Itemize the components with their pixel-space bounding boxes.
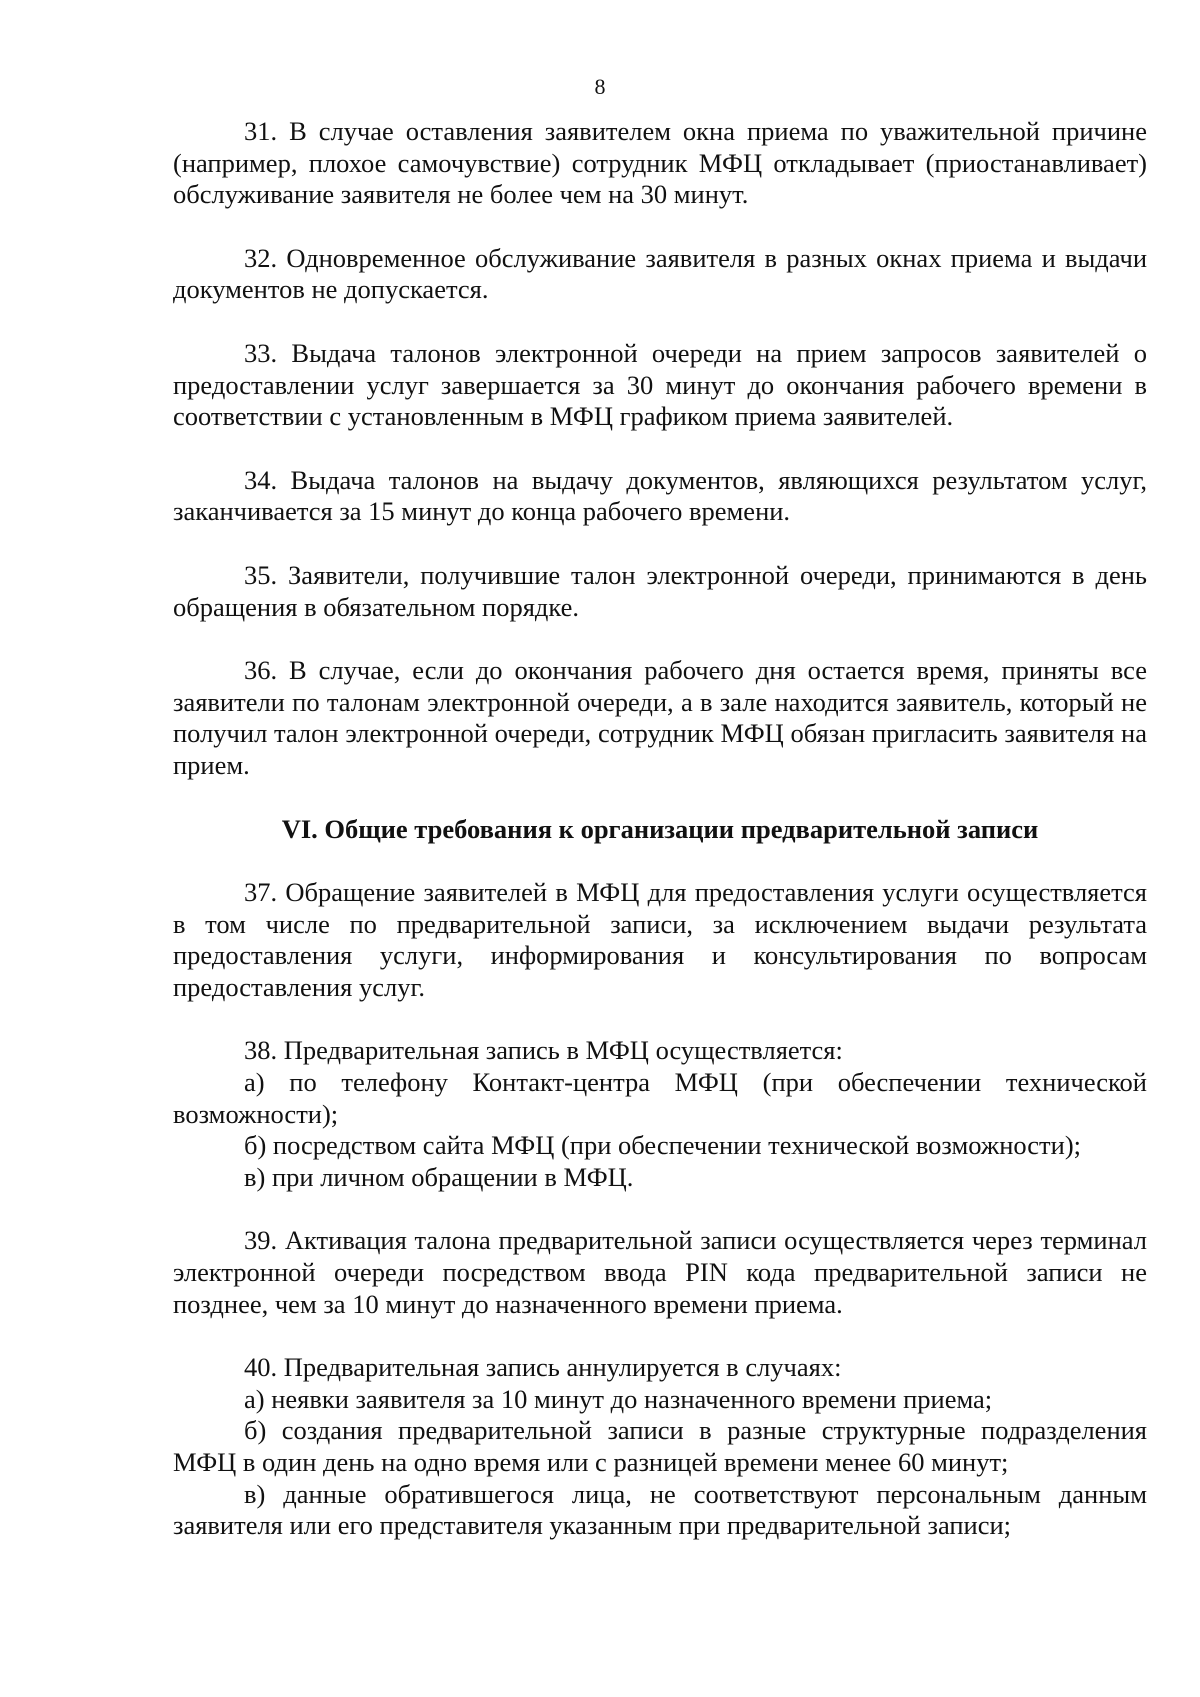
paragraph-38-item-a: а) по телефону Контакт-центра МФЦ (при обеспечении технической возможности); (173, 1067, 1147, 1129)
paragraph-38-intro: 38. Предварительная запись в МФЦ осуществляется: (244, 1035, 843, 1066)
paragraph-40-item-a: а) неявки заявителя за 10 минут до назначенного времени приема; (244, 1383, 993, 1414)
paragraph-40-intro: 40. Предварительная запись аннулируется в случаях: (244, 1352, 842, 1383)
paragraph-34: 34. Выдача талонов на выдачу документов, являющихся результатом услуг, заканчивается за 15 минут до конца рабочего времени. (173, 464, 1147, 527)
paragraph-35: 35. Заявители, получившие талон электронной очереди, принимаются в день обращения в обязательном порядке. (173, 559, 1147, 622)
paragraph-33: 33. Выдача талонов электронной очереди на прием запросов заявителей о предоставлении услуг завершается за 30 минут до окончания рабочего времени в соответствии с установленным в МФЦ графиком приема заявителей. (173, 337, 1147, 432)
paragraph-36: 36. В случае, если до окончания рабочего дня остается время, приняты все заявители по талонам электронной очереди, а в зале находится заявитель, который не получил талон электронной очереди, сотрудник МФЦ обязан пригласить заявителя на прием. (173, 655, 1147, 780)
paragraph-40-item-b: б) создания предварительной записи в разные структурные подразделения МФЦ в один день на одно время или с разницей времени менее 60 минут; (173, 1415, 1147, 1477)
document-body (173, 116, 1147, 1542)
paragraph-40-item-c: в) данные обратившегося лица, не соответствуют персональным данным заявителя или его представителя указанным при предварительной записи; (173, 1478, 1147, 1541)
paragraph-38-item-b: б) посредством сайта МФЦ (при обеспечении технической возможности); (244, 1130, 1082, 1161)
paragraph-31: 31. В случае оставления заявителем окна приема по уважительной причине (например, плохое самочувствие) сотрудник МФЦ откладывает (приостанавливает) обслуживание заявителя не более чем на 30 минут. (173, 116, 1147, 210)
paragraph-32: 32. Одновременное обслуживание заявителя в разных окнах приема и выдачи документов не допускается. (173, 242, 1147, 305)
paragraph-37: 37. Обращение заявителей в МФЦ для предоставления услуги осуществляется в том числе по предварительной записи, за исключением выдачи результата предоставления услуги, информирования и консультирования по вопросам предоставления услуг. (173, 877, 1147, 1002)
section-heading: VI. Общие требования к организации предварительной записи (281, 813, 1039, 844)
page-number: 8 (594, 74, 606, 99)
paragraph-38-item-c: в) при личном обращении в МФЦ. (244, 1161, 634, 1192)
paragraph-39: 39. Активация талона предварительной записи осуществляется через терминал электронной очереди посредством ввода PIN кода предварительной записи не позднее, чем за 10 минут до назначенного времени приема. (173, 1225, 1147, 1319)
